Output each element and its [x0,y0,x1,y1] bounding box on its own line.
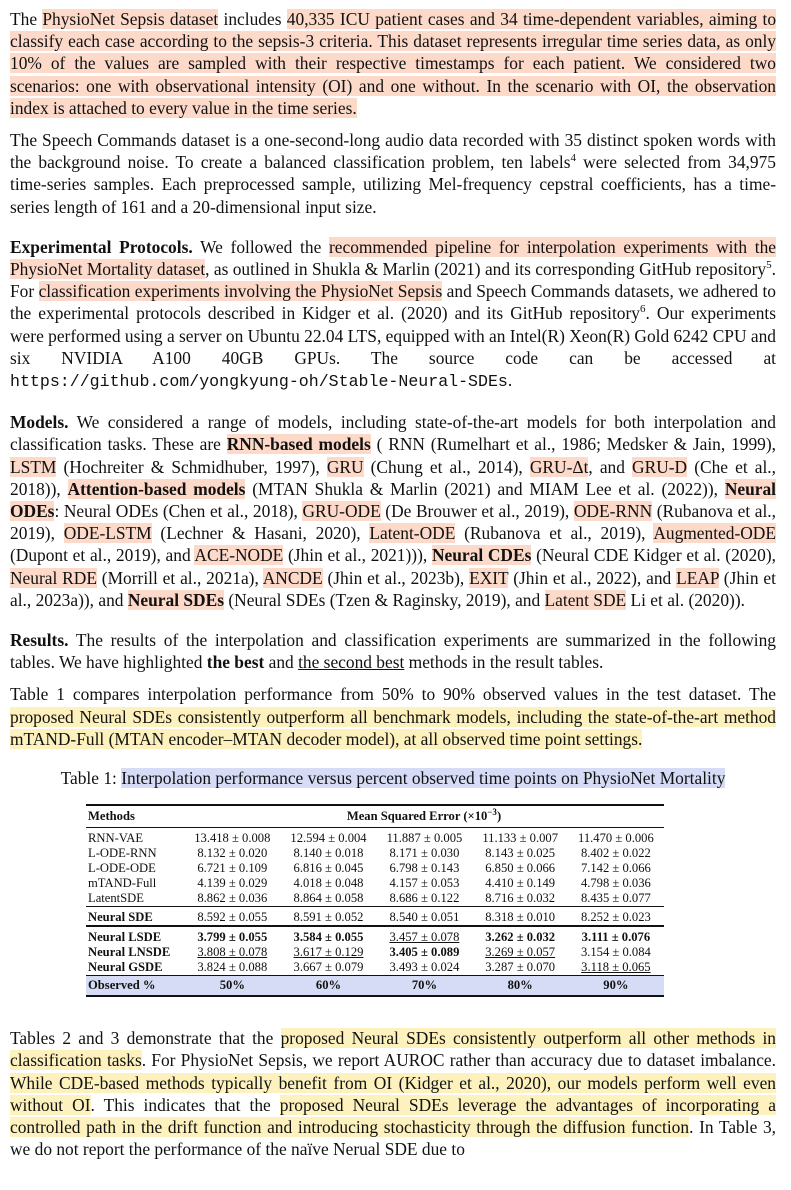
highlight: GRU-ODE [302,501,381,522]
paragraph-heading: Experimental Protocols. [10,236,193,257]
observed-percent: 60% [315,978,342,993]
highlight: ANCDE [262,567,323,588]
text: , and [588,456,633,477]
text: (Chung et al., 2014), [363,456,530,477]
highlight: ODE-RNN [573,501,653,522]
observed-row [86,976,664,997]
highlight: ACE-NODE [194,545,284,566]
highlight: proposed Neural SDEs consistently outperform all benchmark models, including the state-of-the-art method mTAND-Full (MTAN encoder–MTAN decoder model), at all observed time point settings. [10,706,776,749]
highlight: While CDE-based methods typically benefit from OI (Kidger et al., 2020), our models perform well even without OI [10,1072,776,1115]
text: (Lechner & Hasani, 2020), [151,523,370,544]
text: and [264,652,299,673]
text: (Neural CDE Kidger et al. (2020), [531,545,776,566]
mse-value: 3.799 ± 0.055 [197,930,268,945]
mse-value: 8.716 ± 0.032 [485,891,556,906]
mse-label-end: ) [496,809,502,824]
text: (Jhin et al., 2021))), [283,545,432,566]
text: . [507,370,513,391]
mse-value: 12.594 ± 0.004 [290,831,367,846]
mse-value: 8.686 ± 0.122 [389,891,460,906]
text: Table 1 compares interpolation performance from 50% to 90% observed values in the test dataset. The [10,684,776,705]
highlight: RNN-based models [226,434,371,455]
table1-summary-paragraph [10,683,776,750]
text: . In Table 3, we do not report the performance of the naïve Nerual SDE due to [10,1116,777,1160]
text: , as outlined in Shukla & Marlin (2021) and its corresponding GitHub repository [205,259,767,280]
mse-value: 4.410 ± 0.149 [485,876,556,891]
mse-value: 3.493 ± 0.024 [389,960,460,975]
table-header-row [86,805,664,828]
method-name: Neural LSDE [88,930,162,945]
highlight: LSTM [10,456,57,477]
text: (MTAN Shukla & Marlin (2021) and MIAM Lee et al. (2022)), [245,478,725,499]
mse-value: 6.850 ± 0.066 [485,861,556,876]
mse-value: 4.157 ± 0.053 [389,876,460,891]
highlight: ODE-LSTM [63,523,152,544]
mse-value: 6.798 ± 0.143 [389,861,460,876]
text: (Jhin et al., 2023a)), and [10,567,776,610]
highlight: proposed Neural SDEs leverage the advantages of incorporating a controlled path in the drift function and introducing stochasticity through the diffusion function [10,1094,776,1137]
table-row [86,907,664,927]
observed-percent: 80% [507,978,533,993]
mse-value: 8.592 ± 0.055 [197,910,268,925]
mse-value: 8.402 ± 0.022 [580,846,651,861]
highlight: GRU-Δt [529,456,589,477]
method-name: Neural GSDE [88,960,163,975]
mse-value: 11.887 ± 0.005 [386,831,463,846]
mse-value: 3.269 ± 0.057 [485,945,556,960]
mse-value: 8.140 ± 0.018 [293,846,364,861]
mse-value: 8.132 ± 0.020 [197,846,268,861]
mse-value: 8.435 ± 0.077 [580,891,651,906]
source-code-link[interactable]: https://github.com/yongkyung-oh/Stable-Neural-SDEs [10,372,508,392]
text: (Morrill et al., 2021a), [96,567,263,588]
text: (Hochreiter & Schmidhuber, 1997), [56,456,327,477]
observed-percent: 90% [603,978,629,993]
method-name: L-ODE-RNN [88,846,157,861]
text: (Che et al., 2018)), [10,456,776,499]
mse-value: 8.591 ± 0.052 [293,910,364,925]
mse-value: 4.139 ± 0.029 [197,876,268,891]
mse-value: 3.457 ± 0.078 [389,930,460,945]
models-paragraph [10,411,776,611]
table-row [86,876,664,891]
mse-value: 3.617 ± 0.129 [293,945,364,960]
mse-value: 3.824 ± 0.088 [197,960,268,975]
footnote-mark: 6 [639,303,646,316]
highlight: Latent-ODE [369,523,456,544]
table-row [86,891,664,907]
mse-value: 3.111 ± 0.076 [581,930,651,945]
text: (Neural SDEs (Tzen & Raginsky, 2019), and [224,589,545,610]
mse-value: 3.154 ± 0.084 [580,945,651,960]
mse-value: 3.405 ± 0.089 [389,945,460,960]
mse-value: 8.862 ± 0.036 [197,891,268,906]
text: The Speech Commands dataset is a one-second-long audio data recorded with 35 distinct spoken words with the background noise. To create a balanced classification problem, ten labels [10,130,776,173]
highlight: Neural CDEs [431,545,532,566]
table-row [86,846,664,861]
text: Li et al. (2020)). [626,589,745,610]
mse-value: 6.721 ± 0.109 [197,861,268,876]
column-header: Methods [88,809,135,824]
highlight: Neural RDE [10,567,97,588]
caption-text: Interpolation performance versus percent observed time points on PhysioNet Mortality [121,768,726,789]
highlight: EXIT [469,567,509,588]
table-row [86,960,664,976]
text: (Jhin et al., 2022), and [508,567,677,588]
highlight: proposed Neural SDEs consistently outperform all other methods in classification tasks [10,1028,777,1071]
text: We considered a range of models, including state-of-the-art models for both interpolation and classification tasks. These are [10,412,776,455]
text: (Jhin et al., 2023b), [322,567,470,588]
caption-label: Table 1: [60,768,122,789]
mse-label: Mean Squared Error (×10 [346,809,488,824]
footnote-mark: 5 [766,259,772,272]
table-row [86,828,664,847]
exponent: −3 [487,806,497,817]
mse-value: 4.018 ± 0.048 [293,876,364,891]
observed-percent: 70% [411,978,438,993]
method-name: L-ODE-ODE [88,861,156,876]
table-row [86,926,664,945]
method-name: Neural LNSDE [88,945,171,960]
column-header [346,806,502,824]
text: ( RNN (Rumelhart et al., 1986; Medsker & Jain, 1999), [370,434,776,455]
text: (Dupont et al., 2019), and [10,545,195,566]
highlight: LEAP [676,567,719,588]
table1 [86,804,664,997]
highlight: Latent SDE [544,589,627,610]
mse-value: 3.262 ± 0.032 [485,930,556,945]
highlight: GRU [326,456,364,477]
text: (Rubanova et al., 2019), [10,501,776,544]
highlight: PhysioNet Sepsis dataset [42,9,219,29]
text: methods in the result tables. [404,652,604,673]
mse-value: 13.418 ± 0.008 [194,831,271,846]
text: . Our experiments were performed using a server on Ubuntu 22.04 LTS, equipped with an Intel(R) Xeon(R) Gold 6242 CPU and six NVIDIA A100 40GB GPUs. The source code can be accessed at [10,303,776,368]
mse-value: 8.252 ± 0.023 [580,910,651,925]
table-row [86,861,664,876]
observed-label: Observed % [88,978,156,993]
highlight: 40,335 ICU patient cases and 34 time-dependent variables, aiming to classify each case according to the sepsis-3 criteria. This dataset represents irregular time series data, as only 10% of the values are sampled with their respective timestamps for each patient. We considered two scenarios: one with observational intensity (OI) and one without. In the scenario with OI, the observation index is attached to every value in the time series. [10,9,777,118]
text: . This indicates that the [90,1094,280,1115]
method-name: LatentSDE [88,891,144,906]
method-name: Neural SDE [88,910,153,925]
mse-value: 11.470 ± 0.006 [578,831,654,846]
results-paragraph [10,629,776,673]
highlight: classification experiments involving the PhysioNet Sepsis [38,281,443,302]
highlight: recommended pipeline for interpolation experiments with the PhysioNet Mortality dataset [10,236,776,280]
paper-page [10,8,776,1160]
mse-value: 3.808 ± 0.078 [197,945,268,960]
text: the best [206,652,265,673]
paragraph-heading: Models. [10,412,69,433]
text: (Rubanova et al., 2019), [455,523,654,544]
mse-value: 8.318 ± 0.010 [485,910,556,925]
highlight: GRU-D [632,456,688,477]
paragraph-heading: Results. [10,630,69,651]
mse-value: 8.143 ± 0.025 [485,846,556,861]
mse-value: 7.142 ± 0.066 [580,861,651,876]
text: were selected from 34,975 time-series samples. Each preprocessed sample, utilizing Mel-frequency cepstral coefficients, has a time-series length of 161 and a 20-dimensional input size. [10,152,776,217]
sepsis-dataset-paragraph [10,8,776,119]
mse-value: 4.798 ± 0.036 [580,876,651,891]
mse-value: 8.864 ± 0.058 [293,891,364,906]
mse-value: 3.287 ± 0.070 [485,960,556,975]
text: : Neural ODEs (Chen et al., 2018), [54,501,303,522]
text: includes [218,9,287,29]
text: . For PhysioNet Sepsis, we report AUROC rather than accuracy due to dataset imbalance. [141,1050,776,1071]
text: the second best [298,652,405,673]
mse-value: 11.133 ± 0.007 [482,831,559,846]
highlight: Augmented-ODE [653,523,776,544]
classification-results-paragraph [10,1027,776,1160]
text: The [10,9,43,29]
mse-value: 6.816 ± 0.045 [293,861,364,876]
mse-value: 3.118 ± 0.065 [581,960,651,975]
mse-value: 8.540 ± 0.051 [389,910,460,925]
text: Tables 2 and 3 demonstrate that the [10,1028,281,1049]
mse-value: 3.584 ± 0.055 [293,930,364,945]
method-name: mTAND-Full [88,876,157,891]
footnote-mark: 4 [570,152,576,165]
text: (De Brouwer et al., 2019), [380,501,574,522]
highlight: Attention-based models [67,478,246,499]
observed-percent: 50% [219,978,245,993]
text: The results of the interpolation and classification experiments are summarized in the following tables. We have highlighted [10,630,776,673]
mse-value: 8.171 ± 0.030 [389,846,460,861]
method-name: RNN-VAE [88,831,144,846]
speech-commands-paragraph [10,129,776,218]
mse-value: 3.667 ± 0.079 [293,960,364,975]
highlight: Neural ODEs [10,478,777,522]
highlight: Neural SDEs [127,589,224,610]
text: . For [10,259,776,302]
experimental-protocols-paragraph [10,236,776,393]
table-row [86,945,664,960]
text: and Speech Commands datasets, we adhered to the experimental protocols described in Kidger et al. (2020) and its GitHub repository [10,281,776,324]
table1-caption [10,766,776,790]
text: We followed the [192,236,329,257]
